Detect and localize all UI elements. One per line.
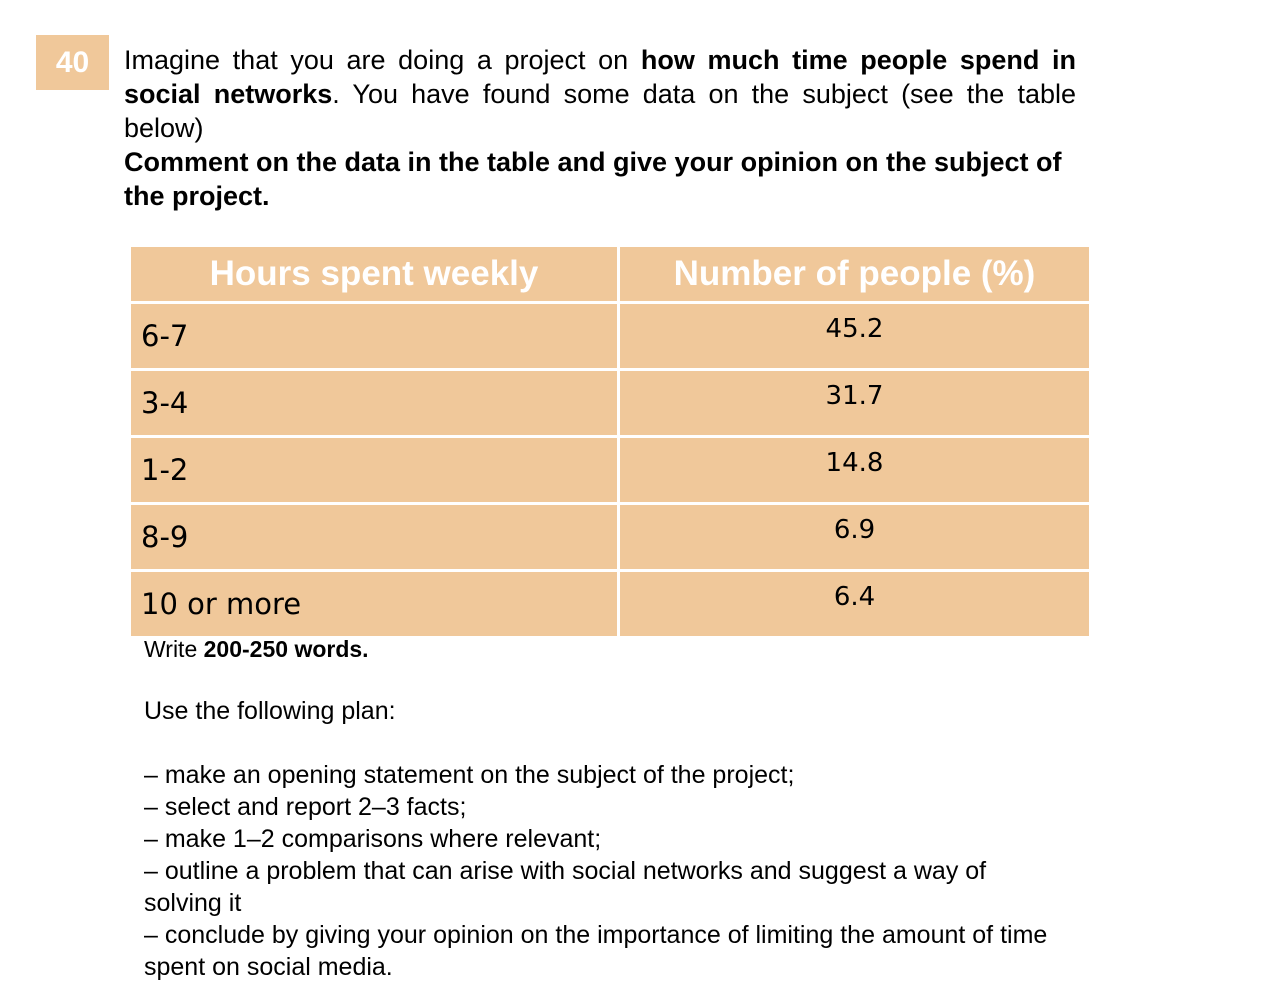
table-row (130, 504, 1091, 571)
plan-item: – select and report 2–3 facts; (144, 793, 467, 821)
word-count-instruction (144, 635, 369, 663)
cell-hours: 8-9 (130, 504, 619, 571)
task-intro (124, 43, 1076, 145)
table-header-row (130, 246, 1091, 303)
word-count-prefix: Write (144, 636, 204, 662)
task-intro-text-end: . You have found some data on the subject (see the table below) (124, 79, 1076, 143)
table-row (130, 437, 1091, 504)
word-count-limit: 200-250 words. (203, 636, 369, 662)
cell-people: 45.2 (619, 303, 1091, 370)
cell-hours: 10 or more (130, 571, 619, 638)
plan-item: – make an opening statement on the subject of the project; (144, 761, 795, 789)
cell-people: 6.9 (619, 504, 1091, 571)
table-row (130, 571, 1091, 638)
cell-hours: 3-4 (130, 370, 619, 437)
data-table (128, 244, 1092, 639)
task-intro-text-start: Imagine that you are doing a project on (124, 45, 641, 75)
cell-hours: 6-7 (130, 303, 619, 370)
task-intro-line-1 (124, 45, 1076, 143)
table-row (130, 303, 1091, 370)
plan-item: – conclude by giving your opinion on the importance of limiting the amount of time spent on social media. (144, 921, 1048, 981)
header-hours: Hours spent weekly (130, 246, 619, 303)
table-row (130, 370, 1091, 437)
plan-list (144, 759, 1049, 983)
cell-people: 31.7 (619, 370, 1091, 437)
task-number-badge: 40 (36, 35, 109, 90)
cell-hours: 1-2 (130, 437, 619, 504)
plan-heading: Use the following plan: (144, 697, 396, 725)
task-intro-bold-topic: how much time people spend in social networks (124, 45, 1076, 109)
cell-people: 6.4 (619, 571, 1091, 638)
cell-people: 14.8 (619, 437, 1091, 504)
header-people: Number of people (%) (619, 246, 1091, 303)
plan-item: – make 1–2 comparisons where relevant; (144, 825, 602, 853)
task-instruction: Comment on the data in the table and give your opinion on the subject of the project. (124, 147, 1062, 211)
plan-item: – outline a problem that can arise with social networks and suggest a way of solving it (144, 857, 987, 917)
